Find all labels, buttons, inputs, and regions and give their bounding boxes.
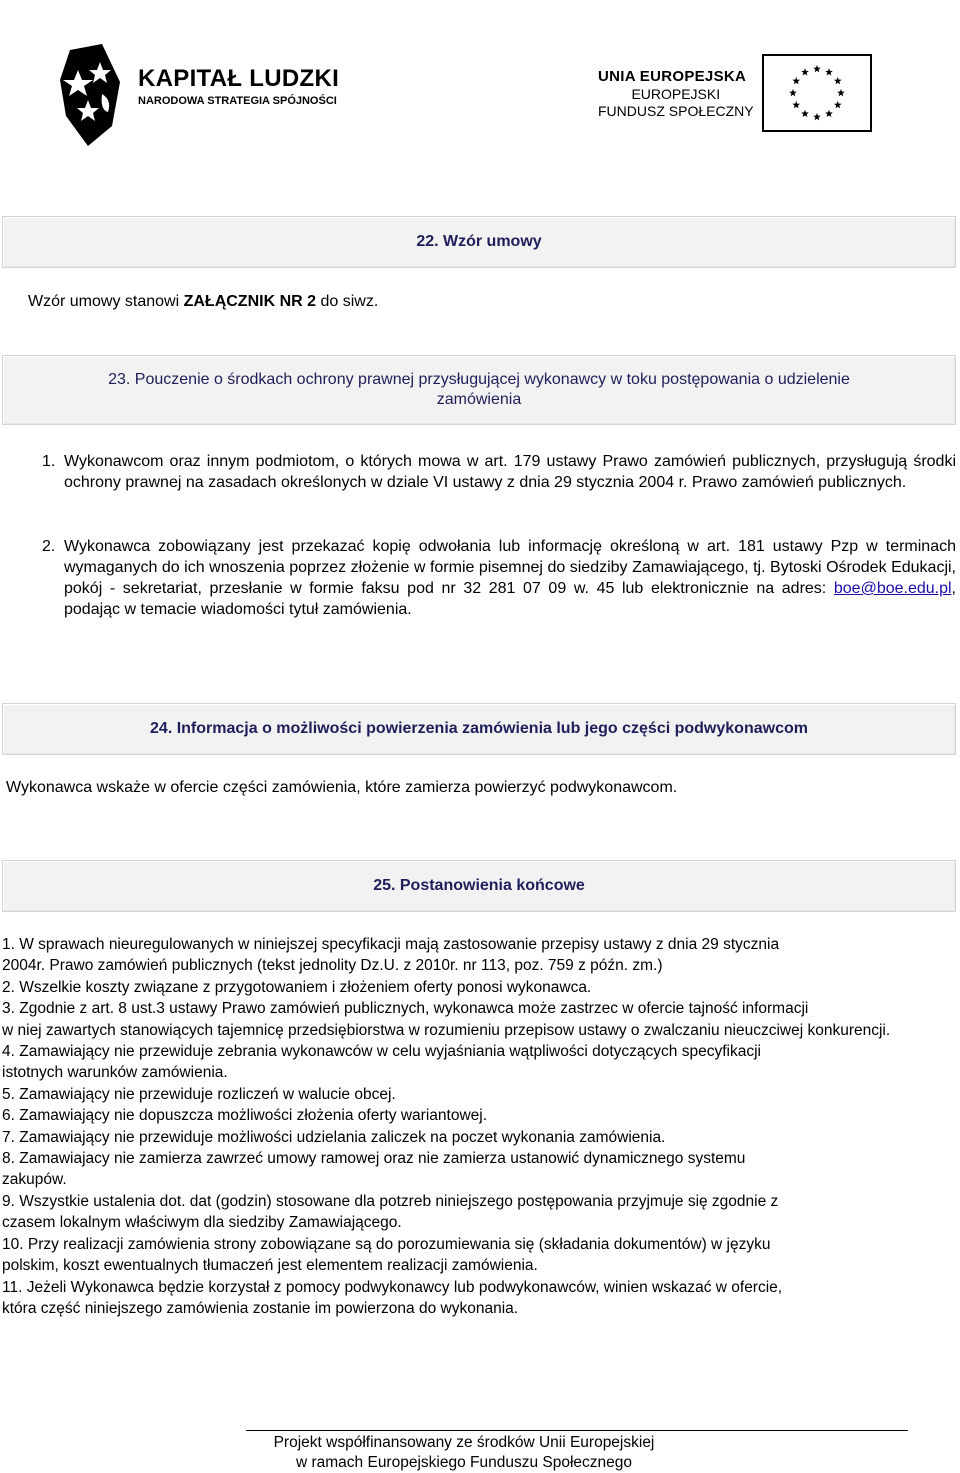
list-item: [2, 1148, 942, 1191]
list-item-continuation: w niej zawartych stanowiących tajemnicę przedsiębiorstwa w rozumieniu przepisow ustawy o zwalczaniu nieuczciwej konkurencji.: [2, 1021, 891, 1039]
section-25-heading-box: [2, 860, 956, 912]
list-item-number: 2.: [2, 978, 20, 996]
list-item: [2, 934, 942, 977]
list-item-text: Wszelkie koszty związane z przygotowaniem i złożeniem oferty ponosi wykonawca.: [19, 978, 592, 996]
list-item-text: Zgodnie z art. 8 ust.3 ustawy Prawo zamówień publicznych, wykonawca może zastrzec w ofercie tajność informacji: [19, 1000, 809, 1018]
list-item-text: Zamawiajacy nie zamierza zawrzeć umowy ramowej oraz nie zamierza ustanowić dynamicznego systemu: [19, 1150, 746, 1168]
list-item-continuation: istotnych warunków zamówienia.: [2, 1064, 228, 1082]
list-item: [2, 1105, 942, 1126]
section-24-heading: 24. Informacja o możliwości powierzenia zamówienia lub jego części podwykonawcom: [150, 720, 808, 737]
list-item-continuation: zakupów.: [2, 1171, 67, 1189]
s23-paragraph-2: [42, 536, 956, 620]
kl-subtitle: NARODOWA STRATEGIA SPÓJNOŚCI: [138, 95, 337, 107]
list-item-number: 6.: [2, 1107, 20, 1125]
list-item-text: Zamawiający nie przewiduje zebrania wykonawców w celu wyjaśniania wątpliwości dotyczących specyfikacji: [19, 1043, 761, 1061]
footer-line1: Projekt współfinansowany ze środków Unii Europejskiej: [273, 1434, 655, 1451]
list-item-number: 8.: [2, 1150, 20, 1168]
eu-logo-text: [598, 68, 754, 120]
list-item-text: W sprawach nieuregulowanych w niniejszej specyfikacji mają zastosowanie przepisy ustawy z dnia 29 stycznia: [19, 936, 780, 953]
list-item: [2, 977, 942, 998]
eu-line1: UNIA EUROPEJSKA: [598, 68, 747, 85]
list-item-number: 4.: [2, 1043, 20, 1061]
list-item-number: 1.: [2, 936, 20, 953]
section-23-heading-line1: 23. Pouczenie o środkach ochrony prawnej przysługującej wykonawcy w toku postępowania o udzielenie: [108, 371, 850, 388]
list-item: [2, 1277, 942, 1320]
s23-p2-number: 2.: [42, 538, 56, 555]
footer-line2: w ramach Europejskiego Funduszu Społecznego: [295, 1454, 633, 1471]
list-item-text: Zamawiający nie przewiduje rozliczeń w walucie obcej.: [19, 1085, 396, 1103]
list-item-text: Przy realizacji zamówienia strony zobowiązane są do porozumiewania się (składania dokumentów) w języku: [27, 1235, 771, 1253]
list-item-number: 5.: [2, 1085, 20, 1103]
list-item-continuation: polskim, koszt ewentualnych tłumaczeń jest elementem realizacji zamówienia.: [2, 1257, 538, 1275]
section-23-heading-line2: zamówienia: [436, 391, 522, 408]
kapital-ludzki-logo-icon: [58, 42, 128, 152]
list-item: [2, 1234, 942, 1277]
section-22-text: [28, 291, 378, 312]
eu-flag-icon: [762, 54, 872, 132]
list-item-continuation: czasem lokalnym właściwym dla siedziby Zamawiającego.: [2, 1214, 402, 1232]
list-item-continuation: która część niniejszego zamówienia zostanie im powierzona do wykonania.: [2, 1299, 519, 1317]
s23-p2-body: Wykonawca zobowiązany jest przekazać kopię odwołania lub informację określoną w art. 181 ustawy Pzp w terminach wymaganych do ich wnoszenia poprzez złożenie w formie pisemnej do siedziby Zamawiającego, tj. Bytoski Ośrodek Edukacji, pokój - sekretariat, przesłanie w formie faksu pod nr 32 281 07 09 w. 45 lub elektronicznie na adres:: [64, 538, 956, 597]
list-item: [2, 998, 942, 1041]
section-25-list: [2, 934, 942, 1319]
email-link[interactable]: boe@boe.edu.pl: [833, 580, 952, 597]
s22-text-bold: ZAŁĄCZNIK NR 2: [183, 293, 317, 310]
s22-text-after: do siwz.: [316, 293, 379, 310]
section-22-heading: 22. Wzór umowy: [416, 233, 542, 250]
list-item: [2, 1041, 942, 1084]
list-item-number: 9.: [2, 1192, 20, 1210]
footer: [0, 1433, 928, 1473]
kapital-ludzki-logo: [138, 66, 339, 108]
eu-line3: FUNDUSZ SPOŁECZNY: [598, 103, 754, 119]
list-item: [2, 1191, 942, 1234]
s23-p2-text: [64, 536, 956, 620]
s23-p1-text: Wykonawcom oraz innym podmiotom, o których mowa w art. 179 ustawy Prawo zamówień publicznych, przysługują środki ochrony prawnej na zasadach określonych w dziale VI ustawy z dnia 29 stycznia 2004 r. Prawo zamówień publicznych.: [64, 453, 956, 491]
list-item-continuation: 2004r. Prawo zamówień publicznych (tekst jednolity Dz.U. z 2010r. nr 113, poz. 759 z późn. zm.): [2, 957, 663, 975]
list-item-number: 7.: [2, 1128, 20, 1146]
s22-text-before: Wzór umowy stanowi: [28, 293, 184, 310]
section-24-text: Wykonawca wskaże w ofercie części zamówienia, które zamierza powierzyć podwykonawcom.: [6, 779, 678, 796]
section-23-heading-box: [2, 355, 956, 425]
list-item: [2, 1084, 942, 1105]
footer-divider: [246, 1430, 908, 1431]
list-item-text: Zamawiający nie dopuszcza możliwości złożenia oferty wariantowej.: [19, 1107, 488, 1125]
section-22-heading-box: [2, 216, 956, 268]
s23-paragraph-1: [42, 451, 956, 493]
section-24-heading-box: [2, 703, 956, 755]
list-item-number: 11.: [2, 1278, 27, 1296]
list-item-number: 10.: [2, 1235, 28, 1253]
eu-line2: EUROPEJSKI: [631, 86, 721, 102]
list-item-number: 3.: [2, 1000, 20, 1018]
s23-p2-after: , podając w temacie wiadomości tytuł zamówienia.: [64, 580, 956, 618]
list-item: [2, 1127, 942, 1148]
list-item-text: Zamawiający nie przewiduje możliwości udzielania zaliczek na poczet wykonania zamówienia.: [19, 1128, 666, 1146]
list-item-text: Jeżeli Wykonawca będzie korzystał z pomocy podwykonawcy lub podwykonawców, winien wskazać w ofercie,: [26, 1278, 783, 1296]
kl-title: KAPITAŁ LUDZKI: [138, 65, 340, 92]
list-item-text: Wszystkie ustalenia dot. dat (godzin) stosowane dla potzreb niniejszego postępowania przyjmuje się zgodnie z: [19, 1192, 779, 1210]
section-25-heading: 25. Postanowienia końcowe: [373, 877, 585, 894]
s23-p1-number: 1.: [42, 453, 56, 470]
